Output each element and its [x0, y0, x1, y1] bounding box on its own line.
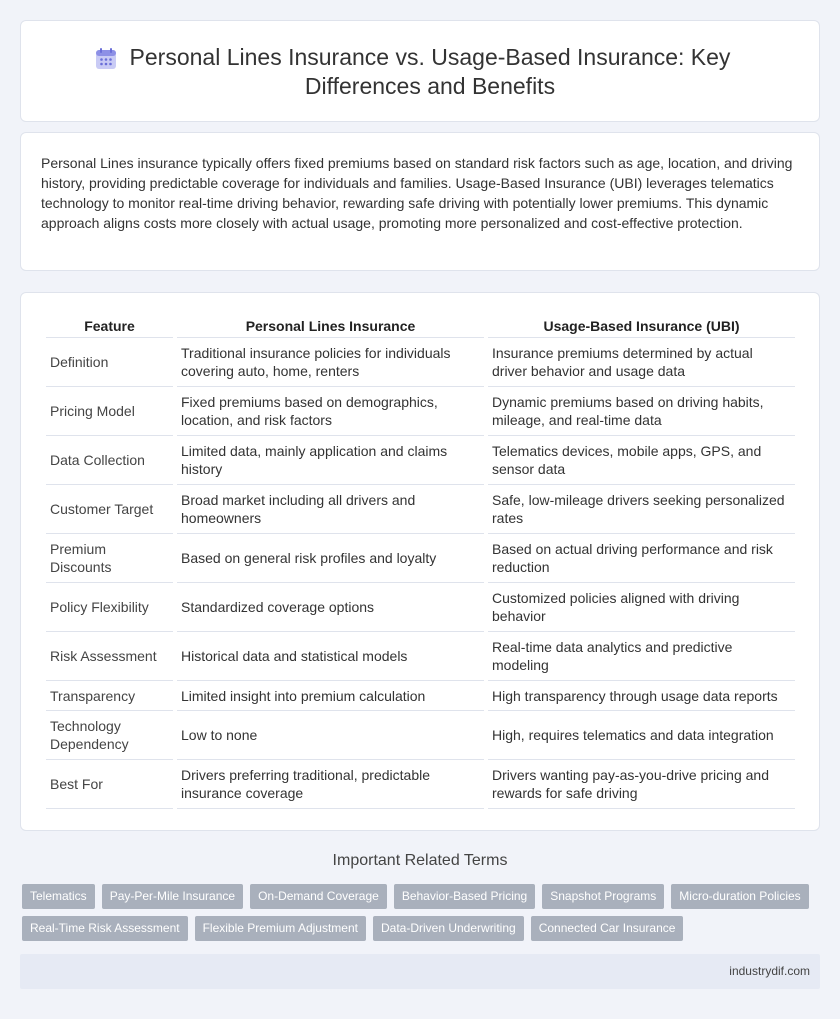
ubi-cell: Based on actual driving performance and risk reduction — [488, 534, 795, 583]
ubi-cell: Safe, low-mileage drivers seeking personalized rates — [488, 485, 795, 534]
personal-lines-cell: Based on general risk profiles and loyalty — [177, 534, 484, 583]
tag-real-time-risk[interactable]: Real-Time Risk Assessment — [22, 916, 188, 941]
tag-pay-per-mile[interactable]: Pay-Per-Mile Insurance — [102, 884, 243, 909]
feature-cell: Policy Flexibility — [46, 583, 173, 632]
feature-cell: Technology Dependency — [46, 711, 173, 760]
feature-cell: Definition — [46, 338, 173, 387]
tag-row — [22, 884, 822, 909]
table-row — [46, 387, 795, 436]
tag-data-driven[interactable]: Data-Driven Underwriting — [373, 916, 524, 941]
header-personal-lines: Personal Lines Insurance — [177, 315, 484, 338]
tag-on-demand[interactable]: On-Demand Coverage — [250, 884, 387, 909]
feature-cell: Transparency — [46, 681, 173, 711]
personal-lines-cell: Fixed premiums based on demographics, location, and risk factors — [177, 387, 484, 436]
ubi-cell: Telematics devices, mobile apps, GPS, and sensor data — [488, 436, 795, 485]
feature-cell: Pricing Model — [46, 387, 173, 436]
personal-lines-cell: Drivers preferring traditional, predictable insurance coverage — [177, 760, 484, 809]
personal-lines-cell: Standardized coverage options — [177, 583, 484, 632]
ubi-cell: Insurance premiums determined by actual driver behavior and usage data — [488, 338, 795, 387]
personal-lines-cell: Limited data, mainly application and claims history — [177, 436, 484, 485]
tag-snapshot[interactable]: Snapshot Programs — [542, 884, 664, 909]
page-title: Personal Lines Insurance vs. Usage-Based Insurance: Key Differences and Benefits — [129, 44, 731, 99]
table-row — [46, 485, 795, 534]
table-row — [46, 338, 795, 387]
ubi-cell: High, requires telematics and data integration — [488, 711, 795, 760]
ubi-cell: Real-time data analytics and predictive modeling — [488, 632, 795, 681]
title-card — [20, 20, 820, 122]
tag-telematics[interactable]: Telematics — [22, 884, 95, 909]
tag-micro-duration[interactable]: Micro-duration Policies — [671, 884, 808, 909]
comparison-table — [42, 315, 799, 809]
ubi-cell: Customized policies aligned with driving behavior — [488, 583, 795, 632]
comparison-table-card — [20, 292, 820, 831]
personal-lines-cell: Historical data and statistical models — [177, 632, 484, 681]
feature-cell: Best For — [46, 760, 173, 809]
footer — [20, 954, 820, 989]
table-row — [46, 711, 795, 760]
table-row — [46, 632, 795, 681]
intro-paragraph: Personal Lines insurance typically offers fixed premiums based on standard risk factors such as age, location, and driving history, providing predictable coverage for individuals and families. Usage-Based Insurance (UBI) leverages telematics technology to monitor real-time driving behavior, rewarding safe driving with potentially lower premiums. This dynamic approach aligns costs more closely with actual usage, promoting more personalized and cost-effective protection. — [41, 155, 793, 231]
tag-behavior-based[interactable]: Behavior-Based Pricing — [394, 884, 535, 909]
feature-cell: Risk Assessment — [46, 632, 173, 681]
ubi-cell: Drivers wanting pay-as-you-drive pricing and rewards for safe driving — [488, 760, 795, 809]
personal-lines-cell: Broad market including all drivers and homeowners — [177, 485, 484, 534]
table-row — [46, 681, 795, 711]
header-feature: Feature — [46, 315, 173, 338]
personal-lines-cell: Traditional insurance policies for individuals covering auto, home, renters — [177, 338, 484, 387]
table-row — [46, 760, 795, 809]
table-row — [46, 436, 795, 485]
personal-lines-cell: Limited insight into premium calculation — [177, 681, 484, 711]
tag-row — [22, 916, 822, 941]
related-terms-title: Important Related Terms — [332, 852, 508, 869]
intro-card — [20, 132, 820, 271]
personal-lines-cell: Low to none — [177, 711, 484, 760]
ubi-cell: High transparency through usage data reports — [488, 681, 795, 711]
ubi-cell: Dynamic premiums based on driving habits, mileage, and real-time data — [488, 387, 795, 436]
header-ubi: Usage-Based Insurance (UBI) — [488, 315, 795, 338]
tag-flexible-premium[interactable]: Flexible Premium Adjustment — [195, 916, 366, 941]
table-row — [46, 534, 795, 583]
tag-connected-car[interactable]: Connected Car Insurance — [531, 916, 684, 941]
footer-site-link[interactable]: industrydif.com — [729, 964, 810, 978]
related-terms-tags — [22, 884, 822, 948]
feature-cell: Premium Discounts — [46, 534, 173, 583]
table-row — [46, 583, 795, 632]
feature-cell: Customer Target — [46, 485, 173, 534]
table-header-row — [46, 315, 795, 338]
feature-cell: Data Collection — [46, 436, 173, 485]
